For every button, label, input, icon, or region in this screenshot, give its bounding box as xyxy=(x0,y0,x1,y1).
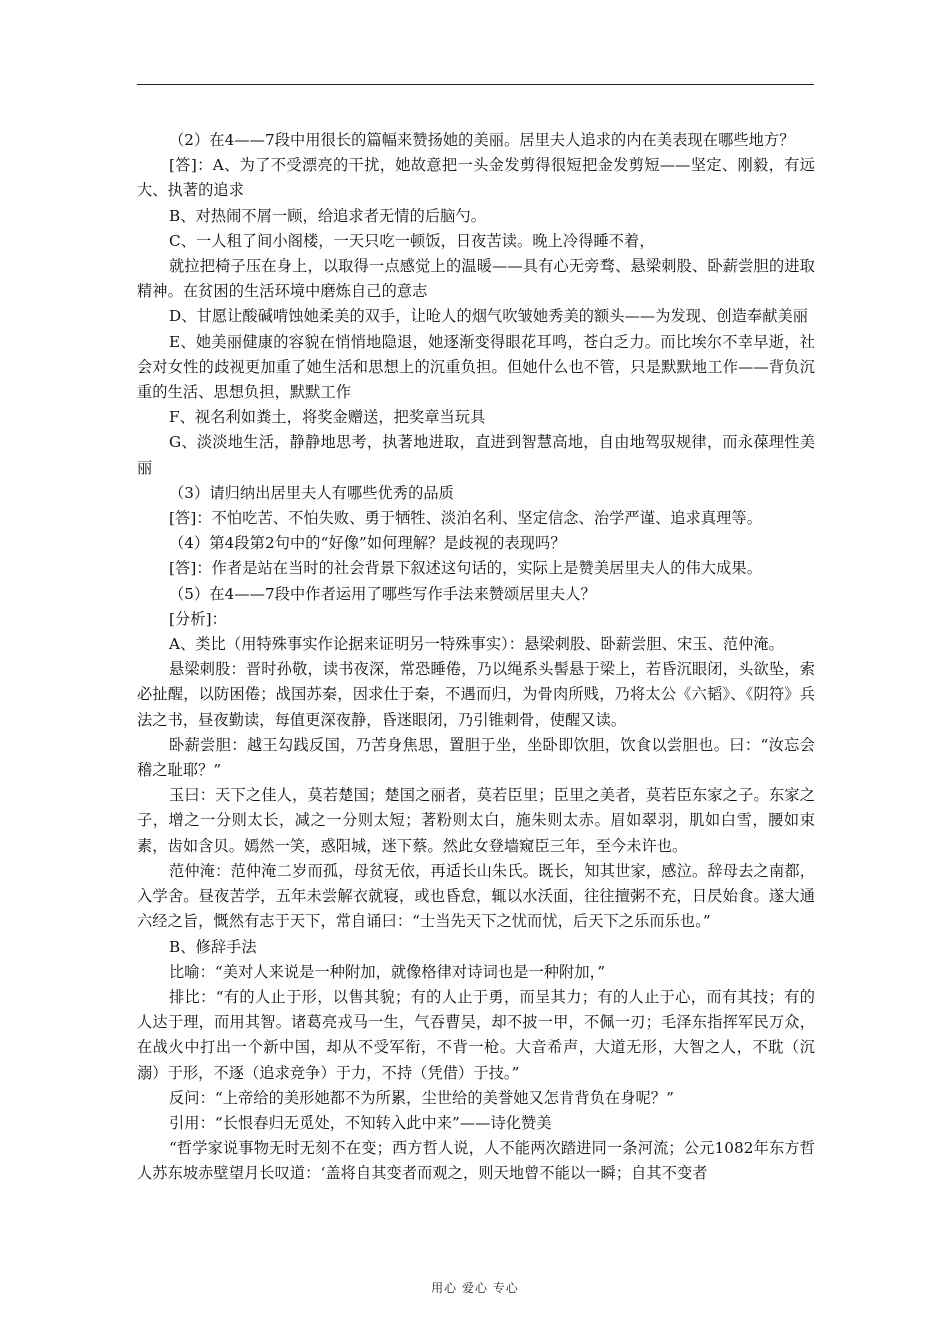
answer-2-f: F、视名利如粪土，将奖金赠送，把奖章当玩具 xyxy=(169,408,486,427)
header-rule xyxy=(137,84,814,85)
answer-2-g: G、淡淡地生活，静静地思考，执著地进取，直进到智慧高地，自由地驾驭规律，而永葆理性美丽 xyxy=(137,433,815,477)
rhetoric-parallelism: 排比：“有的人止于形，以售其貌；有的人止于勇，而呈其力；有的人止于心，而有其技；有的人达于理，而用其智。诸葛亮戎马一生，气吞曹吴，却不披一甲，不佩一刃；毛泽东指挥军民万众，在战火中打出一个新中国，却从不受军衔，不背一枪。大音希声，大道无形，大智之人，不耽（沉溺）于形，不逐（追求竞争）于力，不持（凭借）于技。” xyxy=(137,987,815,1082)
story-song-yu: 玉曰：天下之佳人，莫若楚国；楚国之丽者，莫若臣里；臣里之美者，莫若臣东家之子。东家之子，增之一分则太长，减之一分则太短；著粉则太白，施朱则太赤。眉如翠羽，肌如白雪，腰如束素，齿如含贝。嫣然一笑，惑阳城，迷下蔡。然此女登墙窥臣三年，至今未许也。 xyxy=(137,786,815,855)
analysis-heading: [分析]： xyxy=(169,609,227,628)
question-2: （2）在4——7段中用很长的篇幅来赞扬她的美丽。居里夫人追求的内在美表现在哪些地方？ xyxy=(169,131,795,149)
answer-2-b: B、对热闹不屑一顾，给追求者无情的后脑勺。 xyxy=(169,206,487,225)
question-5: （5）在4——7段中作者运用了哪些写作手法来赞颂居里夫人？ xyxy=(169,584,596,603)
question-4: （4）第4段第2句中的“好像”如何理解？是歧视的表现吗？ xyxy=(169,534,566,553)
story-woxin-changdan: 卧薪尝胆：越王勾践反国，乃苦身焦思，置胆于坐，坐卧即饮胆，饮食以尝胆也。曰：“汝忘会稽之耻耶？” xyxy=(137,735,815,780)
answer-2-d: D、甘愿让酸碱啃蚀她柔美的双手，让呛人的烟气吹皱她秀美的额头——为发现、创造奉献美丽 xyxy=(169,307,809,326)
philosopher-quote: “哲学家说事物无时无刻不在变；西方哲人说，人不能两次踏进同一条河流；公元1082年东方哲人苏东坡赤壁望月长叹道：‘盖将自其变者而观之，则天地曾不能以一瞬；自其不变者 xyxy=(137,1139,815,1183)
answer-2-e: E、她美丽健康的容貌在悄悄地隐退，她逐渐变得眼花耳鸣，苍白乏力。而比埃尔不幸早逝，社会对女性的歧视更加重了她生活和思想上的沉重负担。但她什么也不管，只是默默地工作——背负沉重的生活、思想负担，默默工作 xyxy=(137,332,815,402)
page-footer: 用心 爱心 专心 xyxy=(431,1281,519,1295)
answer-3: [答]：不怕吃苦、不怕失败、勇于牺牲、淡泊名利、坚定信念、治学严谨、追求真理等。 xyxy=(169,509,762,528)
question-3: （3）请归纳出居里夫人有哪些优秀的品质 xyxy=(169,483,454,502)
document-body xyxy=(137,128,815,1187)
analysis-b: B、修辞手法 xyxy=(169,937,257,956)
answer-2-c: C、一人租了间小阁楼，一天只吃一顿饭，日夜苦读。晚上冷得睡不着， xyxy=(169,231,655,250)
rhetoric-rhetorical-question: 反问：“上帝给的美形她都不为所累，尘世给的美誉她又怎肯背负在身呢？” xyxy=(169,1088,674,1107)
answer-4: [答]：作者是站在当时的社会背景下叙述这句话的，实际上是赞美居里夫人的伟大成果。 xyxy=(169,559,762,578)
analysis-a: A、类比（用特殊事实作论据来证明另一特殊事实）：悬梁刺股、卧薪尝胆、宋玉、范仲淹。 xyxy=(169,635,784,654)
rhetoric-metaphor: 比喻：“美对人来说是一种附加，就像格律对诗词也是一种附加，” xyxy=(169,962,606,981)
story-xuanliang-cigu: 悬梁刺股：晋时孙敬，读书夜深，常恐睡倦，乃以绳系头髻悬于梁上，若昏沉眼闭，头欲坠，索必扯醒，以防困倦；战国苏秦，因求仕于秦，不遇而归，为骨肉所贱，乃将太公《六韬》、《阴符》兵法之书，昼夜勤读，每值更深夜静，昏迷眼闭，乃引锥刺骨，使醒又读。 xyxy=(137,660,815,729)
story-fan-zhongyan: 范仲淹：范仲淹二岁而孤，母贫无依，再适长山朱氏。既长，知其世家，感泣。辞母去之南都，入学舍。昼夜苦学，五年未尝解衣就寝，或也昏怠，辄以水沃面，往往擅粥不充，日昃始食。遂大通六经之旨，慨然有志于天下，常自诵曰：“士当先天下之忧而忧，后天下之乐而乐也。” xyxy=(137,861,815,931)
answer-2-a: [答]：A、为了不受漂亮的干扰，她故意把一头金发剪得很短把金发剪短——坚定、刚毅，有远大、执著的追求 xyxy=(137,156,815,200)
answer-2-c-continued: 就拉把椅子压在身上，以取得一点感觉上的温暖——具有心无旁骛、悬梁刺股、卧薪尝胆的进取精神。在贫困的生活环境中磨炼自己的意志 xyxy=(137,257,815,301)
rhetoric-quotation: 引用：“长恨春归无觅处，不知转入此中来”——诗化赞美 xyxy=(169,1113,552,1132)
